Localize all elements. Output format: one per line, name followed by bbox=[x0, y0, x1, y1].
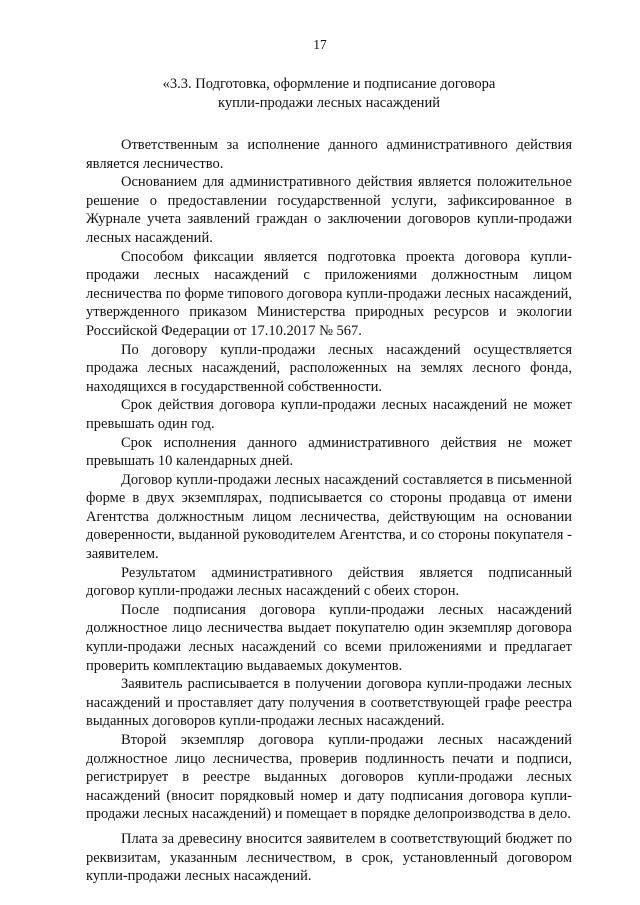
paragraph: Срок исполнения данного административного действия не может превышать 10 календарных дней. bbox=[86, 434, 572, 470]
section-heading-line-1: «3.3. Подготовка, оформление и подписание договора bbox=[162, 76, 496, 92]
section-heading bbox=[86, 75, 572, 113]
paragraph: Результатом административного действия является подписанный договор купли-продажи лесных насаждений с обеих сторон. bbox=[86, 564, 572, 600]
paragraph: Способом фиксации является подготовка проекта договора купли-продажи лесных насаждений с приложениями должностным лицом лесничества по форме типового договора купли-продажи лесных насаждений, утвержденного приказом Министерства природных ресурсов и экологии Российской Федерации от 17.10.2017 № 567. bbox=[86, 248, 572, 339]
paragraph: Договор купли-продажи лесных насаждений составляется в письменной форме в двух экземплярах, подписывается со стороны продавца от имени Агентства должностным лицом лесничества, действующим на основании доверенности, выданной руководителем Агентства, и со стороны покупателя - заявителем. bbox=[86, 471, 572, 563]
paragraph: Основанием для административного действия является положительное решение о предоставлении государственной услуги, зафиксированное в Журнале учета заявлений граждан о заключении договоров купли-продажи лесных насаждений. bbox=[86, 174, 572, 246]
paragraph: Плата за древесину вносится заявителем в соответствующий бюджет по реквизитам, указанным лесничеством, в срок, установленный договором купли-продажи лесных насаждений. bbox=[86, 830, 572, 885]
paragraph: Срок действия договора купли-продажи лесных насаждений не может превышать один год. bbox=[86, 397, 572, 432]
paragraph: Второй экземпляр договора купли-продажи лесных насаждений должностное лицо лесничества, проверив подлинность печати и подписи, регистрирует в реестре выданных договоров купли-продажи лесных насаждений (вносит порядковый номер и дату подписания договора купли-продажи лесных насаждений) и помещает в порядке делопроизводства в дело. bbox=[86, 732, 572, 823]
paragraph: Ответственным за исполнение данного административного действия является лесничество. bbox=[86, 137, 572, 172]
page-number: 17 bbox=[313, 37, 327, 52]
paragraph: По договору купли-продажи лесных насаждений осуществляется продажа лесных насаждений, расположенных на землях лесного фонда, находящихся в государственной собственности. bbox=[86, 341, 572, 395]
paragraph: После подписания договора купли-продажи лесных насаждений должностное лицо лесничества выдает покупателю один экземпляр договора купли-продажи лесных насаждений со всеми приложениями и предлагает проверить комплектацию выдаваемых документов. bbox=[86, 601, 572, 674]
paragraph: Заявитель расписывается в получении договора купли-продажи лесных насаждений и проставляет дату получения в соответствующей графе реестра выданных договоров купли-продажи лесных насаждений. bbox=[86, 676, 572, 730]
section-heading-line-2: купли-продажи лесных насаждений bbox=[218, 95, 440, 111]
section-body bbox=[86, 136, 572, 886]
